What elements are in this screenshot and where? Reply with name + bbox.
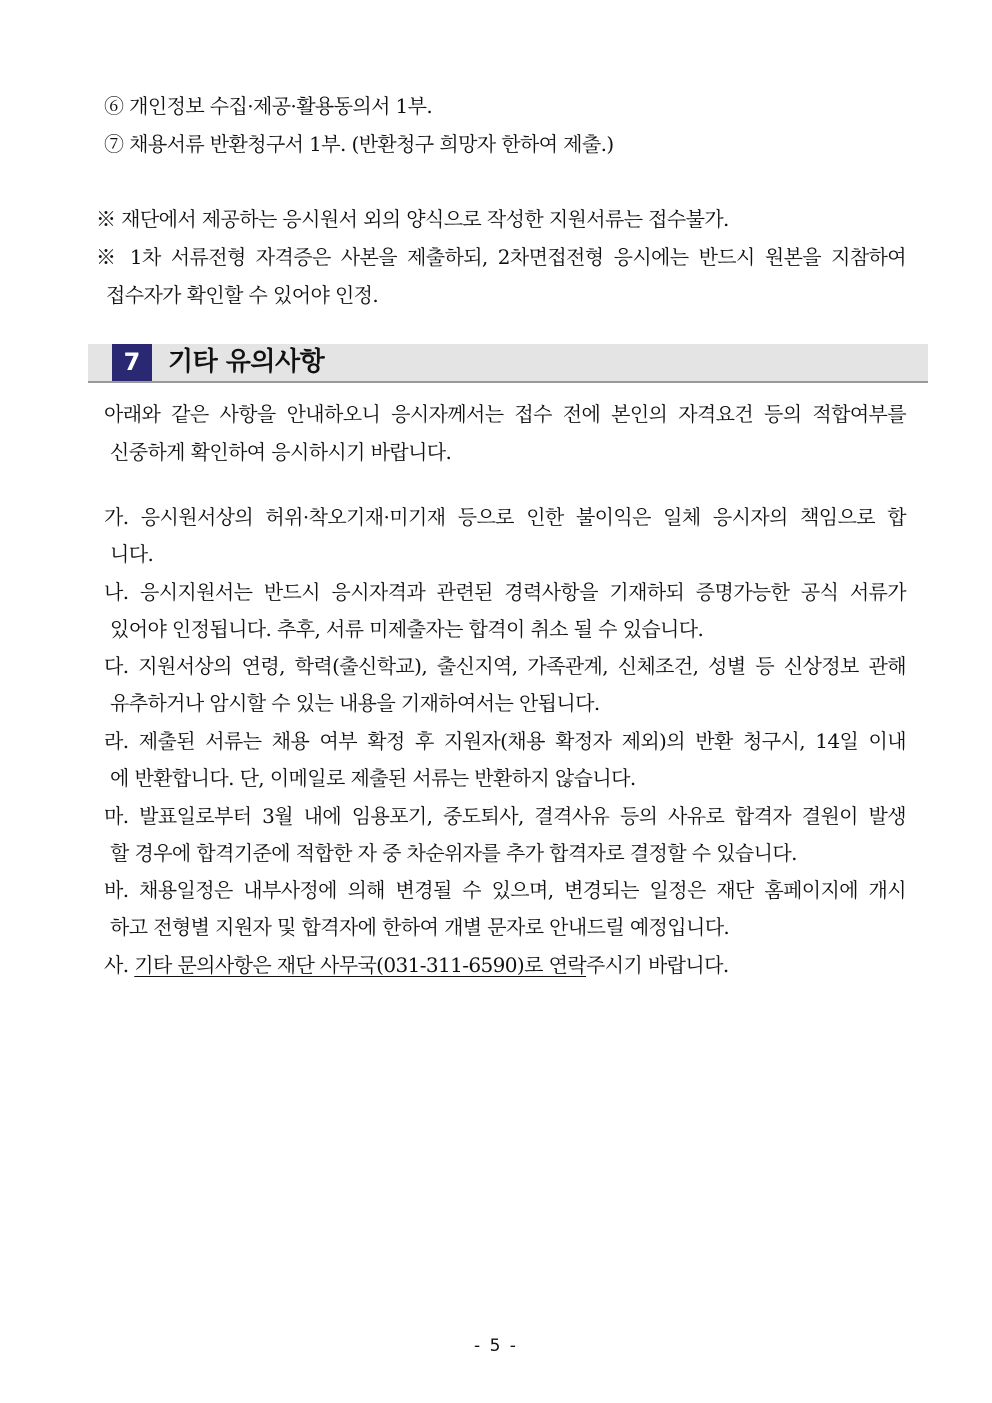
item-ba-line-2: 하고 전형별 지원자 및 합격자에 한하여 개별 문자로 안내드릴 예정입니다.: [110, 915, 730, 939]
section-number: 7: [112, 344, 152, 381]
list-item-7: ⑦ 채용서류 반환청구서 1부. (반환청구 희망자 한하여 제출.): [104, 132, 614, 156]
item-ra-line-2: 에 반환합니다. 단, 이메일로 제출된 서류는 반환하지 않습니다.: [110, 766, 636, 790]
section-header: [88, 344, 928, 382]
note-2-line-1: ※ 1차 서류전형 자격증은 사본을 제출하되, 2차면접전형 응시에는 반드시 원본을 지참하여: [96, 245, 906, 269]
item-na-line-1: 나. 응시지원서는 반드시 응시자격과 관련된 경력사항을 기재하되 증명가능한 공식 서류가: [104, 580, 906, 604]
note-1: ※ 재단에서 제공하는 응시원서 외의 양식으로 작성한 지원서류는 접수불가.: [96, 207, 729, 231]
item-ma-line-1: 마. 발표일로부터 3월 내에 임용포기, 중도퇴사, 결격사유 등의 사유로 합격자 결원이 발생: [104, 804, 906, 828]
item-sa-contact-text: 기타 문의사항은 재단 사무국(031-311-6590)로 연락: [134, 953, 587, 977]
item-ra-line-1: 라. 제출된 서류는 채용 여부 확정 후 지원자(채용 확정자 제외)의 반환 청구시, 14일 이내: [104, 729, 906, 753]
item-sa-suffix: 주시기 바랍니다.: [586, 953, 729, 977]
item-ga-line-2: 니다.: [110, 542, 154, 566]
page-number: - 5 -: [474, 1336, 518, 1356]
list-item-6: ⑥ 개인정보 수집·제공·활용동의서 1부.: [104, 94, 433, 118]
item-sa: [104, 951, 729, 979]
item-da-line-2: 유추하거나 암시할 수 있는 내용을 기재하여서는 안됩니다.: [110, 691, 600, 715]
item-da-line-1: 다. 지원서상의 연령, 학력(출신학교), 출신지역, 가족관계, 신체조건, 성별 등 신상정보 관해: [104, 654, 906, 678]
intro-line-1: 아래와 같은 사항을 안내하오니 응시자께서는 접수 전에 본인의 자격요건 등의 적합여부를: [104, 402, 906, 426]
item-ba-line-1: 바. 채용일정은 내부사정에 의해 변경될 수 있으며, 변경되는 일정은 재단 홈페이지에 개시: [104, 878, 906, 902]
section-title: 기타 유의사항: [168, 347, 325, 377]
item-sa-prefix: 사.: [104, 953, 135, 977]
item-na-line-2: 있어야 인정됩니다. 추후, 서류 미제출자는 합격이 취소 될 수 있습니다.: [110, 617, 704, 641]
note-2-line-2: 접수자가 확인할 수 있어야 인정.: [106, 283, 379, 307]
item-ma-line-2: 할 경우에 합격기준에 적합한 자 중 차순위자를 추가 합격자로 결정할 수 있습니다.: [110, 841, 797, 865]
intro-line-2: 신중하게 확인하여 응시하시기 바랍니다.: [110, 440, 452, 464]
item-ga-line-1: 가. 응시원서상의 허위·착오기재·미기재 등으로 인한 불이익은 일체 응시자의 책임으로 합: [104, 505, 906, 529]
section-header-divider: [88, 381, 928, 383]
